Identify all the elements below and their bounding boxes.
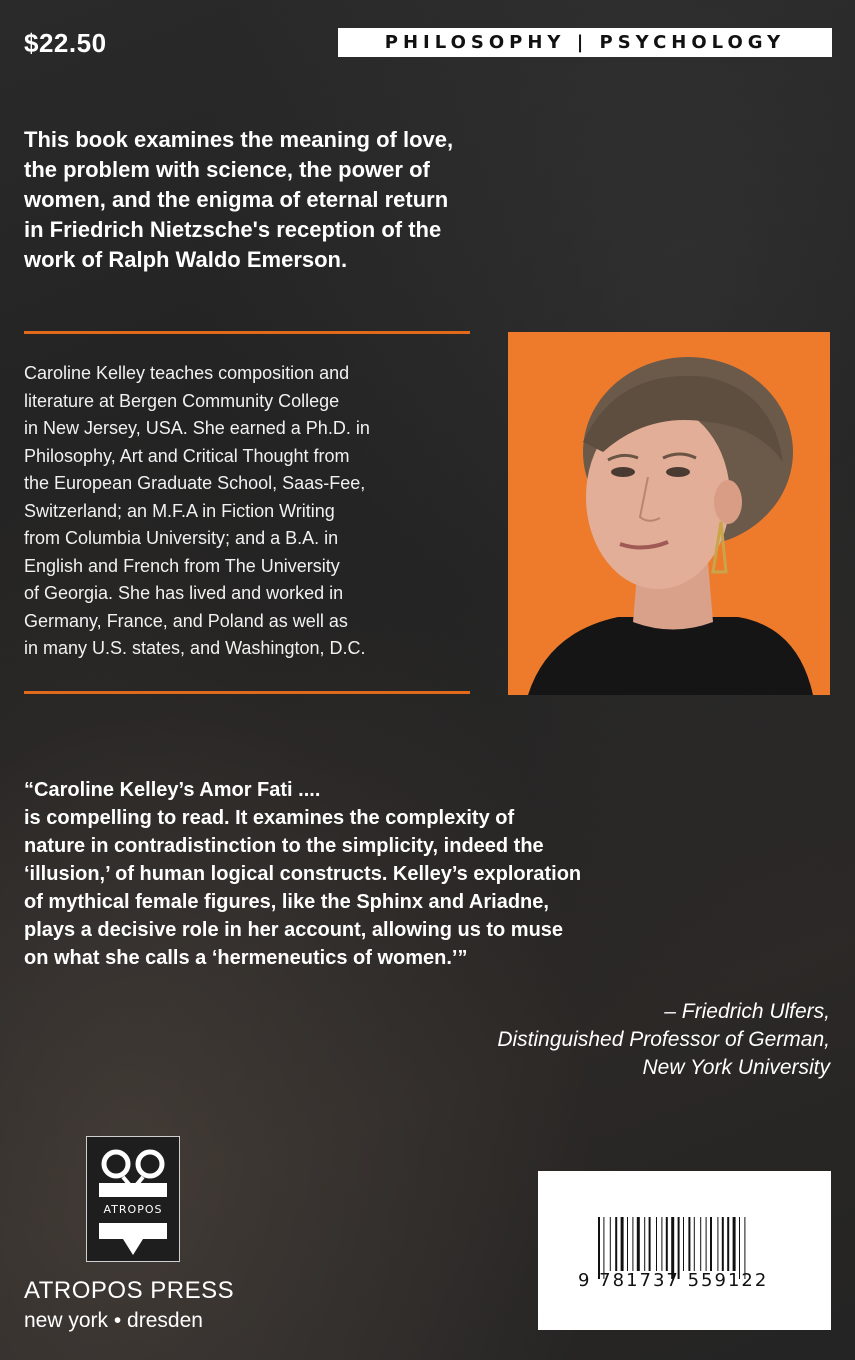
bio-line: in New Jersey, USA. She earned a Ph.D. in xyxy=(24,418,370,438)
barcode-bar xyxy=(706,1217,707,1271)
bio-line: of Georgia. She has lived and worked in xyxy=(24,583,344,603)
barcode-bar xyxy=(733,1217,736,1271)
summary-line: the problem with science, the power of xyxy=(24,157,430,182)
summary-line: This book examines the meaning of love, xyxy=(24,127,454,152)
barcode-bar xyxy=(710,1217,712,1271)
quote-line: “Caroline Kelley’s Amor Fati .... xyxy=(24,779,321,801)
barcode-bar xyxy=(661,1217,662,1271)
attribution-title: Distinguished Professor of German, xyxy=(497,1028,830,1051)
category-label: PHILOSOPHY | PSYCHOLOGY xyxy=(338,28,832,57)
barcode-bar xyxy=(717,1217,718,1271)
author-bio xyxy=(24,360,494,663)
attribution-institution: New York University xyxy=(642,1056,830,1079)
barcode-bar xyxy=(722,1217,724,1271)
publisher-cities: new york • dresden xyxy=(24,1309,203,1332)
bio-line: Germany, France, and Poland as well as xyxy=(24,610,348,631)
barcode-bar xyxy=(727,1217,729,1271)
attribution-name: – Friedrich Ulfers, xyxy=(664,1000,830,1023)
barcode-bar xyxy=(637,1217,640,1271)
barcode-bar xyxy=(615,1217,617,1271)
publisher-name: ATROPOS PRESS xyxy=(24,1277,235,1304)
quote-attribution xyxy=(497,998,830,1082)
publisher-logo xyxy=(86,1136,180,1262)
quote-line: is compelling to read. It examines the complexity of xyxy=(24,807,515,829)
barcode-bar xyxy=(644,1217,645,1271)
bio-line: Caroline Kelley teaches composition and xyxy=(24,363,350,383)
barcode-bar xyxy=(700,1217,701,1271)
barcode-bar xyxy=(610,1217,611,1271)
quote-line: on what she calls a ‘hermeneutics of women.’” xyxy=(24,947,468,969)
bio-line: literature at Bergen Community College xyxy=(24,390,340,411)
barcode-bar xyxy=(649,1217,651,1271)
logo-text: ATROPOS xyxy=(103,1203,163,1216)
bio-line: in many U.S. states, and Washington, D.C. xyxy=(24,638,366,658)
barcode-bar xyxy=(627,1217,628,1271)
barcode-bar xyxy=(688,1217,690,1271)
summary-line: in Friedrich Nietzsche's reception of the xyxy=(24,217,442,242)
author-portrait-illustration xyxy=(508,332,830,695)
quote-line: ‘illusion,’ of human logical constructs. Kelley’s exploration xyxy=(24,863,582,885)
atropos-scissors-logo xyxy=(87,1137,179,1261)
barcode-bars xyxy=(538,1171,831,1330)
bio-line: Switzerland; an M.F.A in Fiction Writing xyxy=(24,500,335,521)
summary-line: women, and the enigma of eternal return xyxy=(24,187,449,212)
quote-line: of mythical female figures, like the Sphinx and Ariadne, xyxy=(24,891,549,913)
barcode-bar xyxy=(666,1217,668,1271)
divider-bottom xyxy=(24,691,470,694)
summary-line: work of Ralph Waldo Emerson. xyxy=(24,247,348,272)
price: $22.50 xyxy=(24,28,107,58)
endorsement-quote xyxy=(24,776,794,972)
barcode-bar xyxy=(632,1217,633,1271)
divider-top xyxy=(24,331,470,334)
quote-line: nature in contradistinction to the simplicity, indeed the xyxy=(24,835,544,857)
book-summary xyxy=(24,125,564,275)
barcode-bar xyxy=(683,1217,684,1271)
barcode-bar xyxy=(656,1217,657,1271)
bio-line: English and French from The University xyxy=(24,555,340,576)
author-photo xyxy=(508,332,830,695)
barcode-bar xyxy=(621,1217,624,1271)
barcode-bar xyxy=(694,1217,695,1271)
bio-line: from Columbia University; and a B.A. in xyxy=(24,528,339,548)
isbn-number: 9 781737 559122 xyxy=(578,1270,769,1291)
bio-line: the European Graduate School, Saas-Fee, xyxy=(24,473,366,493)
quote-line: plays a decisive role in her account, allowing us to muse xyxy=(24,919,564,941)
bio-line: Philosophy, Art and Critical Thought from xyxy=(24,445,350,466)
barcode xyxy=(538,1171,831,1330)
